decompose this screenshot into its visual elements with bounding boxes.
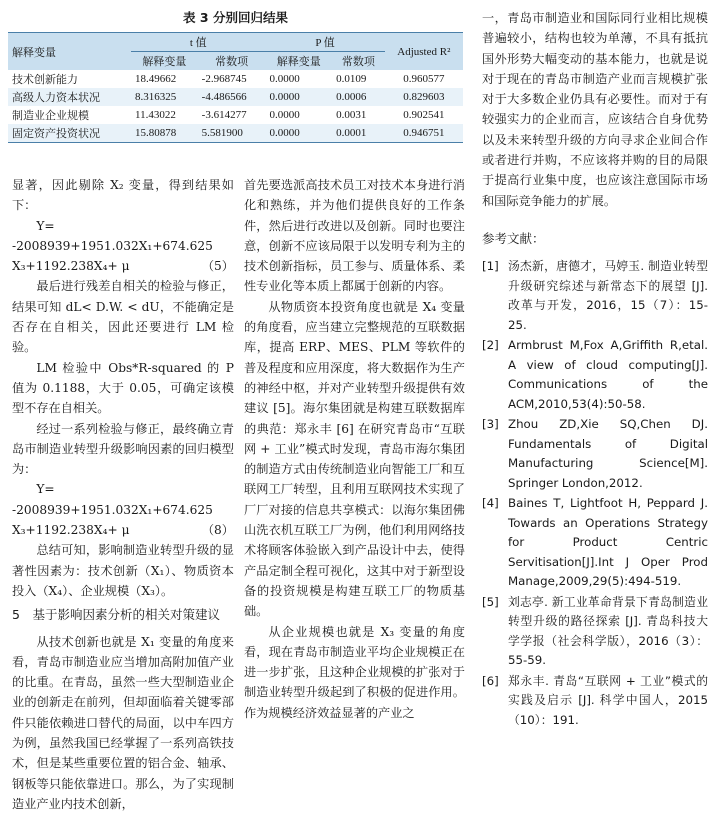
cell-adjusted-r2: 0.902541 bbox=[403, 109, 445, 121]
equation-5-line-2: X₃+1192.238X₄+ μ bbox=[12, 259, 130, 274]
header-adjusted-r2: Adjusted R² bbox=[385, 33, 463, 71]
reference-item bbox=[482, 494, 708, 592]
table-row bbox=[8, 124, 463, 143]
regression-table-block bbox=[8, 8, 463, 143]
reference-number: [5] bbox=[482, 594, 499, 609]
reference-text: 刘志亭. 新工业革命背景下青岛制造业转型升级的路径探索 [J]. 青岛科技大学学报（社会科学版），2016（3）：55-59. bbox=[508, 594, 708, 668]
reference-item bbox=[482, 336, 708, 414]
paragraph: 显著，因此剔除 X₂ 变量，得到结果如下： bbox=[12, 178, 234, 213]
subheader-p-variable: 解释变量 bbox=[276, 55, 321, 68]
cell-p-constant: 0.0031 bbox=[336, 109, 367, 121]
reference-number: [2] bbox=[482, 338, 499, 353]
table-row bbox=[8, 106, 463, 124]
cell-p-variable: 0.0000 bbox=[265, 124, 332, 143]
equation-8-number: （8） bbox=[201, 523, 234, 538]
section-heading: 5 基于影响因素分析的相关对策建议 bbox=[12, 607, 220, 623]
header-t-value: t 值 bbox=[131, 33, 265, 52]
header-variable: 解释变量 bbox=[8, 33, 131, 71]
references-heading: 参考文献： bbox=[482, 230, 545, 246]
cell-p-constant: 0.0109 bbox=[336, 73, 367, 85]
cell-p-constant: 0.0001 bbox=[332, 124, 385, 143]
reference-text: Baines T, Lightfoot H, Peppard J. Towards an Operations Strategy for Product Centric Servitisation[J].Int J Oper Prod Manage,2009,29(5):494-519. bbox=[508, 496, 708, 589]
subheader-t-variable: 解释变量 bbox=[142, 55, 187, 68]
table-caption: 表 3 分别回归结果 bbox=[183, 10, 288, 25]
cell-t-constant: -2.968745 bbox=[201, 73, 247, 85]
reference-item bbox=[482, 593, 708, 671]
cell-p-constant: 0.0006 bbox=[332, 88, 385, 106]
row-label: 制造业企业规模 bbox=[12, 109, 89, 122]
row-label: 固定资产投资状况 bbox=[8, 124, 131, 143]
cell-t-variable: 8.316325 bbox=[131, 88, 198, 106]
cell-p-variable: 0.0000 bbox=[269, 73, 300, 85]
text-column-1 bbox=[12, 175, 234, 814]
cell-t-constant: 5.581900 bbox=[198, 124, 266, 143]
paragraph: LM 检验中 Obs*R-squared 的 P 值为 0.1188，大于 0.05，可确定该模型不存在自相关。 bbox=[12, 360, 234, 416]
cell-t-variable: 11.43022 bbox=[135, 109, 176, 121]
table-row bbox=[8, 70, 463, 88]
cell-t-variable: 15.80878 bbox=[131, 124, 198, 143]
cell-t-constant: -4.486566 bbox=[198, 88, 266, 106]
row-label: 高级人力资本状况 bbox=[8, 88, 131, 106]
equation-8-line-1: Y= -2008939+1951.032X₁+674.625 bbox=[12, 482, 213, 517]
reference-number: [6] bbox=[482, 673, 499, 688]
reference-number: [4] bbox=[482, 496, 499, 511]
text-column-3 bbox=[482, 8, 708, 731]
row-label: 技术创新能力 bbox=[12, 73, 78, 86]
cell-t-variable: 18.49662 bbox=[135, 73, 177, 85]
cell-p-variable: 0.0000 bbox=[269, 109, 300, 121]
subheader-t-constant: 常数项 bbox=[215, 55, 249, 68]
reference-text: Zhou ZD,Xie SQ,Chen DJ. Fundamentals of Digital Manufacturing Science[M]. Springer London,2012. bbox=[508, 417, 708, 490]
subheader-p-constant: 常数项 bbox=[341, 55, 375, 68]
text-column-2 bbox=[244, 175, 465, 723]
paragraph: 从物质资本投资角度也就是 X₄ 变量的角度看，应当建立完整规范的互联数据库，提高 ERP、MES、PLM 等软件的普及程度和应用深度，将大数据作为生产的神经中枢，并对产业转型升级提供有效建议 [5]。海尔集团就是构建互联数据库的典范：郑永丰 [6] 在研究青岛市“互联网 + 工业”模式时发现，青岛市海尔集团的制造方式由传统制造业向智能工厂和互联网工厂转型，且利用互联网技术实现了厂厂对接的信息共享模式：以海尔集团佛山洗衣机互联工厂为例，他们利用网络技术将顾客体验嵌入到产品设计中去，使得产品定制全程可视化，这其中对于新型设备的投资规模是构建互联工厂的物质基础。 bbox=[244, 299, 465, 619]
reference-text: Armbrust M,Fox A,Griffith R,etal. A view of cloud computing[J]. Communications of the ACM,2010,53(4):50-58. bbox=[508, 338, 708, 411]
equation-8 bbox=[12, 520, 234, 540]
cell-t-constant: -3.614277 bbox=[201, 109, 247, 121]
equation-5 bbox=[12, 256, 234, 276]
reference-item bbox=[482, 672, 708, 731]
paragraph: 一，青岛市制造业和国际同行业相比规模普遍较小，结构也较为单薄，不具有抵抗国外形势大幅变动的基本能力，也就是说对于现在的青岛市制造产业而言规模扩张对于大多数企业仍具有必要性。而对于有较强实力的企业而言，应该结合自身优势以及未来转型升级的方向寻求企业间合作或者进行并购，不应该将并购的目的局限于提高行业集中度，也应该注意国际市场和国际竞争能力的扩展。 bbox=[482, 11, 708, 208]
paragraph: 从技术创新也就是 X₁ 变量的角度来看，青岛市制造业应当增加高附加值产业的比重。在青岛，虽然一些大型制造业企业的创新走在前列，但却面临着关键零部件只能依赖进口替代的局面，以中车四方为例，虽然我国已经掌握了一系列高铁技术，但是某些重要位置的铝合金、轴承、钢板等只能依靠进口。那么，为了实现制造业产业内技术创新， bbox=[12, 634, 234, 811]
reference-number: [1] bbox=[482, 259, 499, 274]
header-p-value: P 值 bbox=[265, 33, 384, 52]
cell-adjusted-r2: 0.946751 bbox=[385, 124, 463, 143]
cell-p-variable: 0.0000 bbox=[265, 88, 332, 106]
reference-text: 郑永丰. 青岛“互联网 + 工业”模式的实践及启示 [J]. 科学中国人，2015（10）：191. bbox=[508, 673, 708, 727]
reference-text: 汤杰新，唐德才，马婷玉. 制造业转型升级研究综述与新常态下的展望 [J]. 改革与开发，2016，15（7）：15-25. bbox=[508, 259, 708, 332]
reference-item bbox=[482, 415, 708, 493]
cell-adjusted-r2: 0.960577 bbox=[403, 73, 445, 85]
paragraph: 从企业规模也就是 X₃ 变量的角度看，现在青岛市制造业平均企业规模正在进一步扩张，且这种企业规模的扩张对于制造业转型升级起到了积极的促进作用。作为规模经济效益显著的产业之 bbox=[244, 624, 465, 720]
equation-5-number: （5） bbox=[201, 259, 234, 274]
cell-adjusted-r2: 0.829603 bbox=[385, 88, 463, 106]
paragraph: 总结可知，影响制造业转型升级的显著性因素为：技术创新（X₁）、物质资本投入（X₄）、企业规模（X₃）。 bbox=[12, 543, 234, 598]
table-row bbox=[8, 88, 463, 106]
equation-5-line-1: Y= -2008939+1951.032X₁+674.625 bbox=[12, 218, 213, 253]
paragraph: 首先要选派高技术员工对技术本身进行消化和熟练，并为他们提供良好的工作条件，然后进行改进以及创新。同时也要注意，创新不应该局限于以发明专利为主的技术创新指标，员工参与、质量体系、柔性专业化等本质上都属于创新的内容。 bbox=[244, 178, 465, 294]
reference-item bbox=[482, 257, 708, 335]
reference-number: [3] bbox=[482, 417, 499, 432]
paragraph: 最后进行残差自相关的检验与修正，结果可知 dL< D.W. < dU，不能确定是否存在自相关，因此还要进行 LM 检验。 bbox=[12, 279, 234, 355]
paragraph: 经过一系列检验与修正，最终确立青岛市制造业转型升级影响因素的回归模型为： bbox=[12, 421, 234, 477]
equation-8-line-2: X₃+1192.238X₄+ μ bbox=[12, 523, 130, 538]
regression-table bbox=[8, 32, 463, 143]
